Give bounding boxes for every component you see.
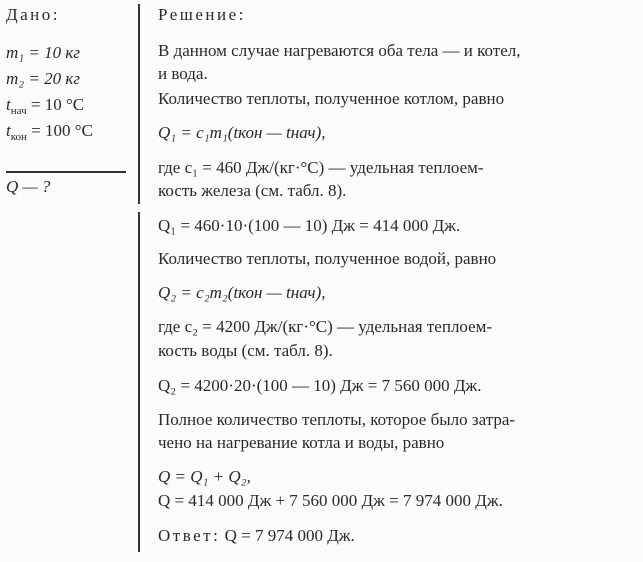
solution-line-1: В данном случае нагреваются оба тела — и котел,	[158, 41, 521, 60]
solution-heading: Решение:	[158, 5, 246, 24]
given-separator	[6, 171, 126, 173]
column-divider-top	[138, 4, 140, 204]
formula-q1: Q₁ = c₁m₁(tкон — tнач),	[158, 123, 326, 142]
formula-q2: Q₂ = c₂m₂(tкон — tнач),	[158, 283, 326, 302]
solution-line-8: кость воды (см. табл. 8).	[158, 341, 333, 360]
answer-label: Ответ:	[158, 526, 221, 545]
t-start-subscript: нач	[10, 105, 27, 117]
solution-line-7: где c₂ = 4200 Дж/(кг·°C) — удельная теплоем-	[158, 317, 493, 336]
calc-q2: Q₂ = 4200·20·(100 — 10) Дж = 7 560 000 Дж.	[158, 376, 482, 395]
calc-q-total: Q = 414 000 Дж + 7 560 000 Дж = 7 974 000 Дж.	[158, 491, 503, 510]
t-end-symbol: t	[6, 121, 11, 140]
solution-line-9: Полное количество теплоты, которое было затра-	[158, 410, 516, 429]
formula-q-total: Q = Q₁ + Q₂,	[158, 467, 251, 486]
solution-line-3: Количество теплоты, полученное котлом, равно	[158, 89, 505, 108]
given-heading: Дано:	[6, 5, 60, 24]
solution-line-4: где c₁ = 460 Дж/(кг·°C) — удельная теплоем-	[158, 158, 484, 177]
given-m1: m₁ = 10 кг	[6, 43, 80, 62]
solution-line-2: и вода.	[158, 64, 208, 83]
t-start-symbol: t	[6, 95, 11, 114]
given-t-start	[6, 94, 84, 122]
t-start-value: = 10 °C	[26, 95, 85, 114]
solution-line-5: кость железа (см. табл. 8).	[158, 181, 347, 200]
solution-line-6: Количество теплоты, полученное водой, равно	[158, 249, 497, 268]
given-m2: m₂ = 20 кг	[6, 69, 80, 88]
answer-value: Q = 7 974 000 Дж.	[224, 526, 355, 545]
calc-q1: Q₁ = 460·10·(100 — 10) Дж = 414 000 Дж.	[158, 216, 461, 235]
given-find: Q — ?	[6, 177, 51, 196]
t-end-subscript: кон	[10, 131, 27, 143]
t-end-value: = 100 °C	[26, 121, 93, 140]
answer	[158, 525, 355, 547]
solution-line-10: чено на нагревание котла и воды, равно	[158, 433, 445, 452]
column-divider-bottom	[138, 212, 140, 552]
given-t-end	[6, 120, 93, 148]
